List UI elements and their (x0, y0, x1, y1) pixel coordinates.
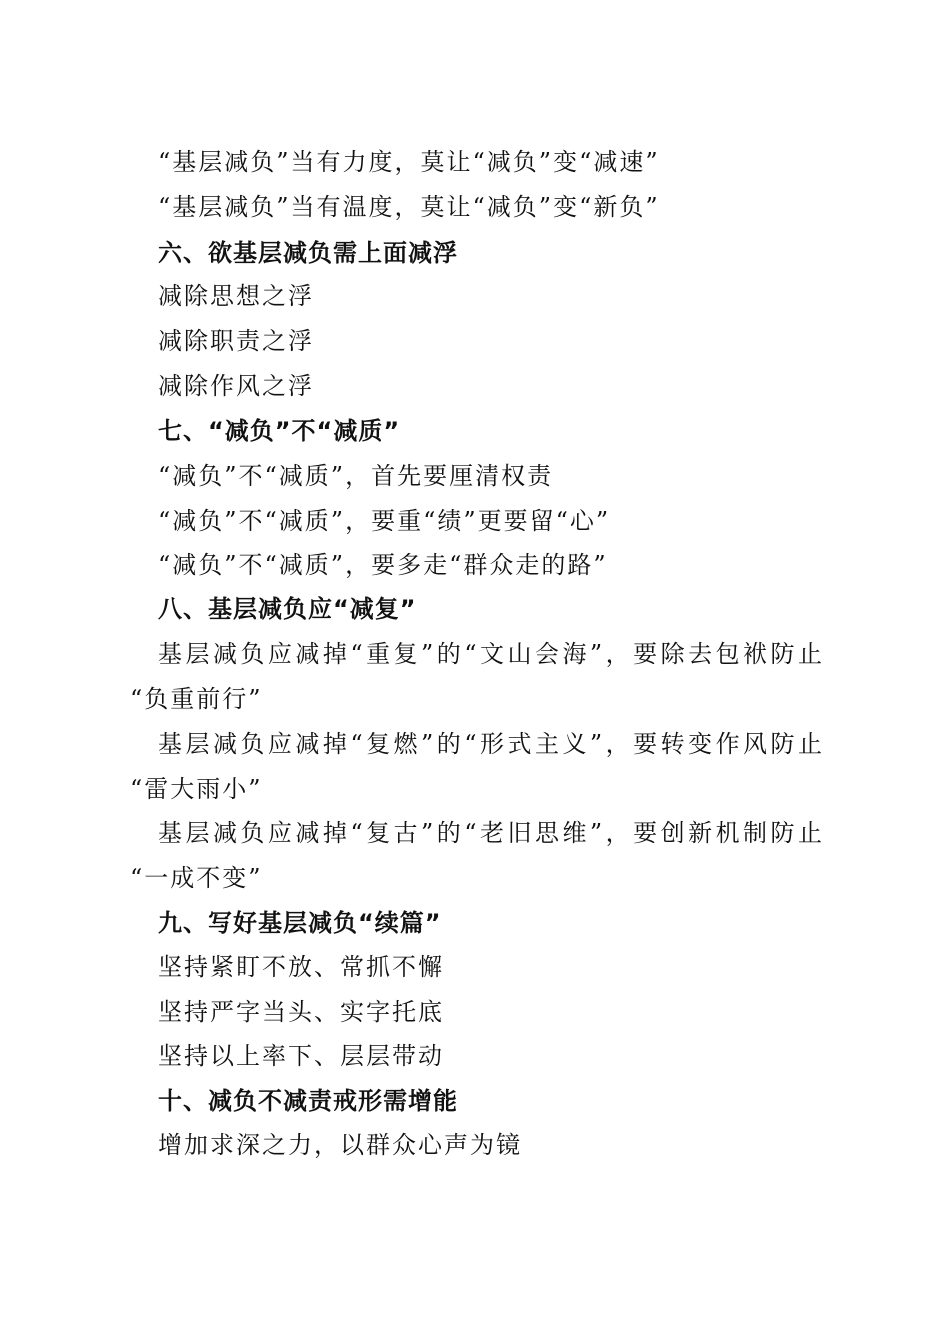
paragraph-line: 基层减负应减掉“重复”的“文山会海”，要除去包袱防止 (158, 640, 822, 668)
list-item: 坚持紧盯不放、常抓不懈 (158, 953, 444, 981)
section-heading: 六、欲基层减负需上面减浮 (158, 239, 458, 267)
list-item: 减除作风之浮 (158, 372, 314, 400)
list-item: 坚持以上率下、层层带动 (158, 1042, 444, 1070)
list-item: “基层减负”当有力度，莫让“减负”变“减速” (158, 148, 660, 176)
list-item: 减除思想之浮 (158, 282, 314, 310)
section-heading: 七、“减负”不“减质” (158, 417, 401, 445)
paragraph-continuation: “一成不变” (130, 864, 263, 892)
paragraph-line: 基层减负应减掉“复燃”的“形式主义”，要转变作风防止 (158, 730, 822, 758)
section-heading: 十、减负不减责戒形需增能 (158, 1087, 458, 1115)
list-item: “减负”不“减质”，要多走“群众走的路” (158, 551, 608, 579)
paragraph-continuation: “雷大雨小” (130, 775, 263, 803)
list-item: “基层减负”当有温度，莫让“减负”变“新负” (158, 193, 660, 221)
list-item: 减除职责之浮 (158, 327, 314, 355)
section-heading: 九、写好基层减负“续篇” (158, 909, 442, 937)
list-item: 增加求深之力，以群众心声为镜 (158, 1131, 522, 1159)
section-heading: 八、基层减负应“减复” (158, 595, 417, 623)
paragraph-continuation: “负重前行” (130, 685, 263, 713)
list-item: 坚持严字当头、实字托底 (158, 998, 444, 1026)
list-item: “减负”不“减质”，首先要厘清权责 (158, 462, 554, 490)
paragraph-line: 基层减负应减掉“复古”的“老旧思维”，要创新机制防止 (158, 819, 822, 847)
list-item: “减负”不“减质”，要重“绩”更要留“心” (158, 507, 611, 535)
